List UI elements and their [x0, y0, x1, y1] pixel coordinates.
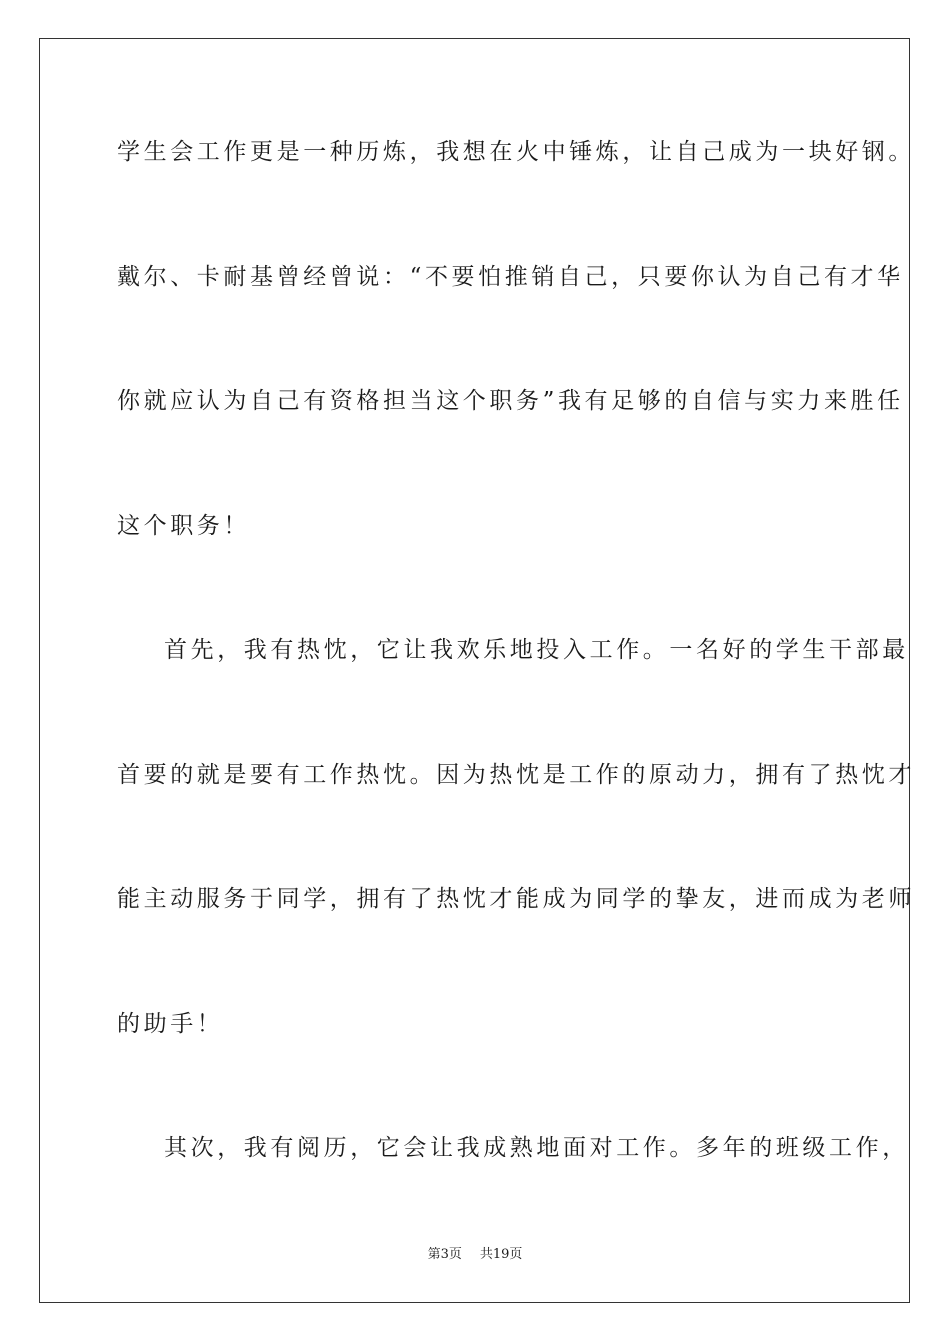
paragraph-first-line: 其次，我有阅历，它会让我成熟地面对工作。多年的班级工作，	[164, 1135, 909, 1161]
page-footer	[0, 1246, 950, 1264]
paragraph-first-line: 首先，我有热忱，它让我欢乐地投入工作。一名好的学生干部最	[164, 637, 909, 663]
body-text-line: 你就应认为自己有资格担当这个职务”我有足够的自信与实力来胜任	[117, 388, 904, 414]
body-text-line: 能主动服务于同学，拥有了热忱才能成为同学的挚友，进而成为老师	[117, 886, 915, 912]
body-text-line: 这个职务！	[117, 513, 250, 539]
body-text-line: 学生会工作更是一种历炼，我想在火中锤炼，让自己成为一块好钢。	[117, 139, 915, 165]
body-text-line: 的助手！	[117, 1011, 224, 1037]
body-text-line: 戴尔、卡耐基曾经曾说：“不要怕推销自己，只要你认为自己有才华	[117, 264, 904, 290]
page-number: 第3页	[427, 1247, 462, 1262]
body-text-line: 首要的就是要有工作热忱。因为热忱是工作的原动力，拥有了热忱才	[117, 762, 915, 788]
page-frame	[39, 38, 915, 1303]
page-total: 共19页	[479, 1247, 523, 1262]
